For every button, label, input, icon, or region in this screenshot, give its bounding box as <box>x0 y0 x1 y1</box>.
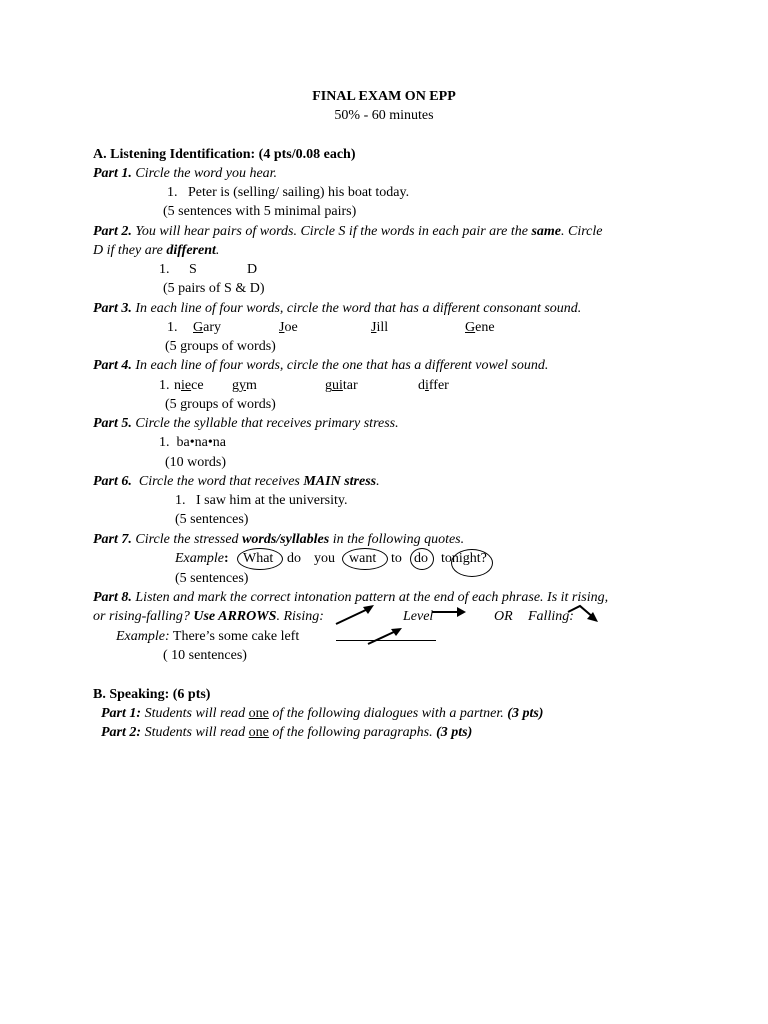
section-a-heading: A. Listening Identification: (4 pts/0.08 each) <box>93 147 356 162</box>
falling-label: Falling: <box>528 609 574 624</box>
part7-example-word: want <box>349 551 377 566</box>
part3-word: Joe <box>279 320 298 335</box>
part7-example-word: tonight? <box>441 551 487 566</box>
part8-note: ( 10 sentences) <box>163 648 247 663</box>
part6-example: 1. I saw him at the university. <box>175 493 348 508</box>
part8-example: Example: There’s some cake left <box>116 629 300 644</box>
part4-word: gym <box>232 378 257 393</box>
part2-option-d: D <box>247 262 258 277</box>
part4-word: guitar <box>325 378 358 393</box>
part2-note: (5 pairs of S & D) <box>163 281 265 296</box>
part3-word: Gene <box>465 320 495 335</box>
part3-example-num: 1. <box>167 320 178 335</box>
part2-instruction-cont: D if they are different. <box>93 243 220 258</box>
part6-instruction: Part 6. Circle the word that receives MAIN stress. <box>93 474 380 489</box>
part4-word: differ <box>418 378 449 393</box>
section-b-heading: B. Speaking: (6 pts) <box>93 687 211 702</box>
part7-example-word: do <box>414 551 428 566</box>
speaking-part1: Part 1: Students will read one of the following dialogues with a partner. (3 pts) <box>101 706 544 721</box>
speaking-part2: Part 2: Students will read one of the following paragraphs. (3 pts) <box>101 725 473 740</box>
part7-example-word: What <box>243 551 274 566</box>
part3-word: Jill <box>371 320 389 335</box>
part2-example-num: 1. <box>159 262 170 277</box>
stress-circle <box>451 549 493 577</box>
stress-circle <box>237 548 283 570</box>
part2-option-s: S <box>189 262 197 277</box>
part4-note: (5 groups of words) <box>165 397 276 412</box>
part8-instruction-cont: or rising-falling? Use ARROWS. Rising: <box>93 609 324 624</box>
part5-note: (10 words) <box>165 455 227 470</box>
part7-example-word: do <box>287 551 301 566</box>
part6-note: (5 sentences) <box>175 512 249 527</box>
level-label: Level <box>403 609 434 624</box>
part3-word: Gary <box>193 320 222 335</box>
level-arrow-icon <box>430 604 470 620</box>
part3-note: (5 groups of words) <box>165 339 276 354</box>
part1-example: 1. Peter is (selling/ sailing) his boat today. <box>167 185 410 200</box>
part7-instruction: Part 7. Circle the stressed words/syllables in the following quotes. <box>93 532 465 547</box>
exam-title: FINAL EXAM ON EPP <box>312 89 456 104</box>
exam-subtitle: 50% - 60 minutes <box>334 108 434 123</box>
part7-note: (5 sentences) <box>175 571 249 586</box>
part1-note: (5 sentences with 5 minimal pairs) <box>163 204 357 219</box>
part5-example: 1. ba•na•na <box>159 435 226 450</box>
rising-arrow-icon <box>362 624 406 648</box>
part4-example-num: 1. <box>159 378 170 393</box>
stress-circle <box>410 548 434 570</box>
part7-example-label: Example: <box>175 551 229 566</box>
part5-instruction: Part 5. Circle the syllable that receives primary stress. <box>93 416 399 431</box>
part1-instruction: Part 1. Circle the word you hear. <box>93 166 278 181</box>
part7-example-word: you <box>314 551 335 566</box>
or-label: OR <box>494 609 513 624</box>
part4-word: niece <box>174 378 204 393</box>
part8-instruction: Part 8. Listen and mark the correct intonation pattern at the end of each phrase. Is it rising, <box>93 590 609 605</box>
part3-instruction: Part 3. In each line of four words, circle the word that has a different consonant sound. <box>93 301 582 316</box>
stress-circle <box>342 548 388 570</box>
part4-instruction: Part 4. In each line of four words, circle the one that has a different vowel sound. <box>93 358 549 373</box>
part2-instruction: Part 2. You will hear pairs of words. Circle S if the words in each pair are the same. Circle <box>93 224 603 239</box>
part7-example-word: to <box>391 551 402 566</box>
falling-arrow-icon <box>564 600 604 628</box>
